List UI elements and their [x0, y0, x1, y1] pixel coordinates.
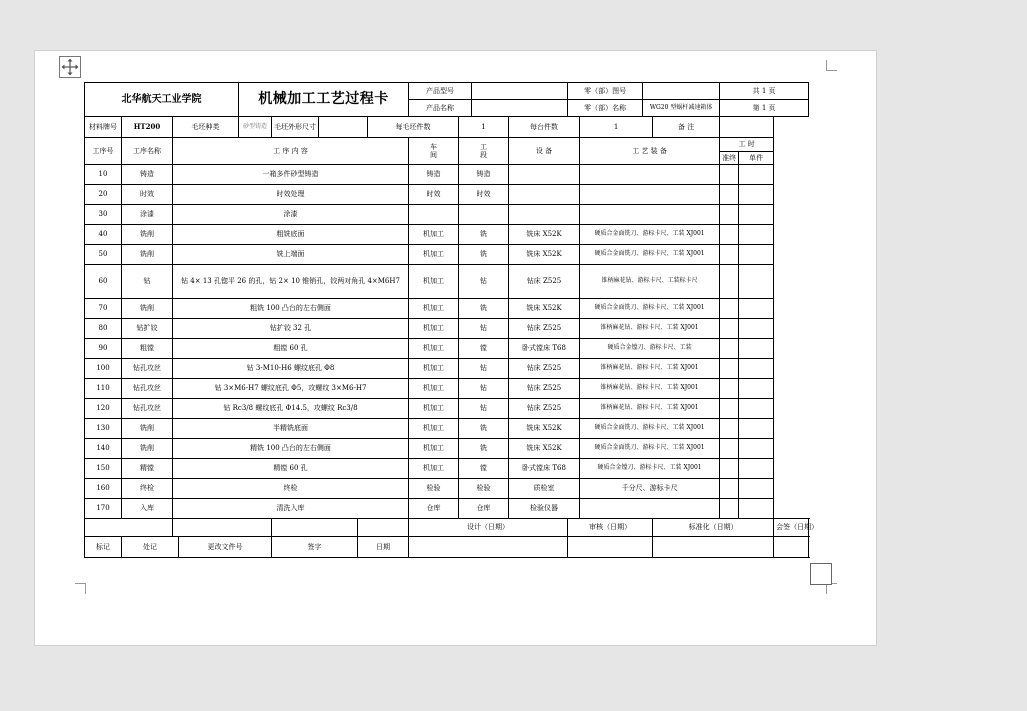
col-op-no: 工序号	[85, 138, 122, 165]
op-no: 150	[85, 459, 122, 479]
op-section: 铣	[459, 245, 509, 265]
op-workshop: 机加工	[409, 399, 459, 419]
op-content: 半精铣底面	[173, 419, 409, 439]
product-name-label: 产品名称	[409, 100, 472, 117]
op-section: 检验	[459, 479, 509, 499]
op-content: 钻 3×M6-H7 螺纹底孔 Φ5，攻螺纹 3×M6-H7	[173, 379, 409, 399]
op-no: 70	[85, 299, 122, 319]
card-title: 机械加工工艺过程卡	[239, 83, 409, 117]
op-unit	[739, 245, 774, 265]
op-unit	[739, 205, 774, 225]
op-equipment: 铣床 X52K	[509, 419, 580, 439]
page-number: 第 1 页	[720, 100, 809, 117]
remarks-label: 备 注	[653, 117, 720, 138]
op-unit	[739, 299, 774, 319]
school-name: 北华航天工业学院	[85, 83, 239, 117]
op-name: 铣削	[122, 245, 173, 265]
op-prep	[720, 359, 739, 379]
op-equipment	[509, 185, 580, 205]
footer-blank[interactable]	[173, 519, 272, 537]
op-name: 钻孔攻丝	[122, 399, 173, 419]
op-name: 钻扩铰	[122, 319, 173, 339]
op-no: 20	[85, 185, 122, 205]
op-content: 粗铣底面	[173, 225, 409, 245]
op-name: 终检	[122, 479, 173, 499]
part-drawing-label: 零（部）图号	[568, 83, 643, 100]
op-name: 铣削	[122, 439, 173, 459]
op-no: 100	[85, 359, 122, 379]
op-section: 铣	[459, 439, 509, 459]
op-workshop: 机加工	[409, 359, 459, 379]
op-workshop: 机加工	[409, 265, 459, 299]
op-tooling: 硬质合金镗刀、游标卡尺、工装 XJ001	[580, 459, 720, 479]
op-prep	[720, 299, 739, 319]
change-doc-label: 更改文件号	[179, 537, 272, 558]
table-row	[85, 479, 809, 499]
table-row	[85, 499, 809, 519]
material-value[interactable]: HT200	[122, 117, 173, 138]
op-tooling: 锥柄麻花钻、游标卡尺、工装 XJ001	[580, 359, 720, 379]
op-section: 钻	[459, 319, 509, 339]
op-content: 涂漆	[173, 205, 409, 225]
table-row	[85, 245, 809, 265]
part-drawing-value[interactable]	[643, 83, 720, 100]
op-workshop: 机加工	[409, 379, 459, 399]
op-equipment: 钻床 Z525	[509, 399, 580, 419]
per-blank-label: 每毛坯件数	[368, 117, 459, 138]
op-equipment: 铣床 X52K	[509, 245, 580, 265]
op-name: 铣削	[122, 299, 173, 319]
table-row	[85, 165, 809, 185]
col-hours: 工 时	[720, 138, 774, 152]
op-workshop: 机加工	[409, 419, 459, 439]
op-workshop: 机加工	[409, 299, 459, 319]
op-workshop: 机加工	[409, 245, 459, 265]
op-equipment: 卧式镗床 T68	[509, 459, 580, 479]
op-name: 铣削	[122, 225, 173, 245]
op-workshop: 时效	[409, 185, 459, 205]
col-section: 工 段	[459, 138, 509, 165]
op-unit	[739, 499, 774, 519]
table-move-handle-icon[interactable]	[59, 56, 81, 78]
op-section: 铣	[459, 299, 509, 319]
op-name: 精镗	[122, 459, 173, 479]
blank-type-value[interactable]: 砂型铸造	[239, 117, 272, 138]
op-content: 粗镗 60 孔	[173, 339, 409, 359]
op-content: 铣上端面	[173, 245, 409, 265]
op-content: 钻 Rc3/8 螺纹底孔 Φ14.5，攻螺纹 Rc3/8	[173, 399, 409, 419]
signature-label: 签字	[272, 537, 358, 558]
op-prep	[720, 439, 739, 459]
part-name-label: 零（部）名称	[568, 100, 643, 117]
countersign-date-field[interactable]	[774, 537, 809, 558]
col-prep: 准终	[720, 152, 739, 165]
op-section: 仓库	[459, 499, 509, 519]
design-label: 设计（日期）	[409, 519, 568, 537]
op-tooling: 硬质合金面铣刀、游标卡尺、工装 XJ001	[580, 225, 720, 245]
per-unit-value[interactable]: 1	[580, 117, 653, 138]
op-prep	[720, 399, 739, 419]
op-prep	[720, 225, 739, 245]
table-row	[85, 299, 809, 319]
table-row	[85, 379, 809, 399]
design-date-field[interactable]	[409, 537, 568, 558]
op-no: 40	[85, 225, 122, 245]
op-equipment: 检验仪器	[509, 499, 580, 519]
op-tooling	[580, 499, 720, 519]
op-no: 80	[85, 319, 122, 339]
per-unit-label: 每台件数	[509, 117, 580, 138]
op-unit	[739, 399, 774, 419]
op-equipment	[509, 165, 580, 185]
op-no: 160	[85, 479, 122, 499]
op-equipment: 卧式镗床 T68	[509, 339, 580, 359]
op-name: 涂漆	[122, 205, 173, 225]
op-tooling: 硬质合金面铣刀、游标卡尺、工装 XJ001	[580, 439, 720, 459]
op-equipment: 铣床 X52K	[509, 225, 580, 245]
op-workshop	[409, 205, 459, 225]
op-tooling: 硬质合金面铣刀、游标卡尺、工装 XJ001	[580, 245, 720, 265]
op-workshop: 机加工	[409, 225, 459, 245]
op-section	[459, 205, 509, 225]
op-tooling: 硬质合金镗刀、游标卡尺、工装	[580, 339, 720, 359]
op-unit	[739, 319, 774, 339]
op-no: 10	[85, 165, 122, 185]
op-equipment: 钻床 Z525	[509, 265, 580, 299]
op-unit	[739, 339, 774, 359]
op-content: 钻 4× 13 孔锪平 26 的孔，钻 2× 10 锥销孔，铰两对角孔 4×M6H7	[173, 265, 409, 299]
op-prep	[720, 499, 739, 519]
op-unit	[739, 379, 774, 399]
op-workshop: 机加工	[409, 339, 459, 359]
col-workshop: 车 间	[409, 138, 459, 165]
op-section: 铣	[459, 419, 509, 439]
op-name: 铣削	[122, 419, 173, 439]
op-prep	[720, 185, 739, 205]
op-tooling	[580, 165, 720, 185]
place-label: 处记	[122, 537, 179, 558]
op-no: 120	[85, 399, 122, 419]
op-section: 铸造	[459, 165, 509, 185]
mark-label: 标记	[85, 537, 122, 558]
op-content: 钻扩铰 32 孔	[173, 319, 409, 339]
op-equipment: 铣床 X52K	[509, 439, 580, 459]
product-model-value[interactable]	[472, 83, 568, 100]
op-name: 钻孔攻丝	[122, 379, 173, 399]
part-name-value[interactable]: WG20 型蜗杆减速箱体	[643, 100, 720, 117]
standard-label: 标准化（日期）	[653, 519, 774, 537]
blank-type-label: 毛坯种类	[173, 117, 239, 138]
product-model-label: 产品型号	[409, 83, 472, 100]
op-prep	[720, 205, 739, 225]
op-content: 粗铣 100 凸台的左右侧面	[173, 299, 409, 319]
op-content: 钻 3-M10-H6 螺纹底孔 Φ8	[173, 359, 409, 379]
table-row	[85, 459, 809, 479]
countersign-label: 会签（日期）	[774, 519, 809, 537]
total-pages: 共 1 页	[720, 83, 809, 100]
op-tooling	[580, 205, 720, 225]
op-content: 清洗入库	[173, 499, 409, 519]
op-name: 入库	[122, 499, 173, 519]
date-label: 日期	[358, 537, 409, 558]
remarks-value[interactable]	[720, 117, 774, 138]
op-tooling: 锥柄麻花钻、游标卡尺、工装 XJ001	[580, 379, 720, 399]
material-label: 材料牌号	[85, 117, 122, 138]
blank-size-value[interactable]	[319, 117, 368, 138]
op-prep	[720, 245, 739, 265]
op-section: 钻	[459, 399, 509, 419]
op-no: 170	[85, 499, 122, 519]
op-prep	[720, 459, 739, 479]
col-tooling: 工 艺 装 备	[580, 138, 720, 165]
op-equipment	[509, 205, 580, 225]
op-no: 60	[85, 265, 122, 299]
op-content: 时效处理	[173, 185, 409, 205]
col-content: 工 序 内 容	[173, 138, 409, 165]
op-content: 精铣 100 凸台的左右侧面	[173, 439, 409, 459]
op-content: 一箱多件砂型铸造	[173, 165, 409, 185]
review-date-field[interactable]	[568, 537, 653, 558]
op-prep	[720, 379, 739, 399]
op-content: 终检	[173, 479, 409, 499]
table-row	[85, 359, 809, 379]
op-equipment: 钻床 Z525	[509, 379, 580, 399]
op-tooling	[580, 185, 720, 205]
op-workshop: 仓库	[409, 499, 459, 519]
op-no: 130	[85, 419, 122, 439]
table-row	[85, 399, 809, 419]
op-section: 镗	[459, 459, 509, 479]
op-tooling: 硬质合金面铣刀、游标卡尺、工装 XJ001	[580, 419, 720, 439]
op-unit	[739, 439, 774, 459]
op-name: 时效	[122, 185, 173, 205]
op-section: 钻	[459, 359, 509, 379]
blank-size-label: 毛坯外形尺寸	[272, 117, 319, 138]
op-workshop: 机加工	[409, 319, 459, 339]
margin-corner-mark	[75, 583, 86, 594]
table-row	[85, 319, 809, 339]
op-workshop: 机加工	[409, 439, 459, 459]
op-workshop: 检验	[409, 479, 459, 499]
op-unit	[739, 225, 774, 245]
footer-blank[interactable]	[358, 519, 409, 537]
op-prep	[720, 265, 739, 299]
col-unit: 单件	[739, 152, 774, 165]
footer-blank[interactable]	[85, 519, 173, 537]
op-prep	[720, 319, 739, 339]
per-blank-value[interactable]: 1	[459, 117, 509, 138]
op-equipment: 钻床 Z525	[509, 359, 580, 379]
op-unit	[739, 459, 774, 479]
standard-date-field[interactable]	[653, 537, 774, 558]
op-workshop: 机加工	[409, 459, 459, 479]
col-equipment: 设 备	[509, 138, 580, 165]
op-tooling: 硬质合金面铣刀、游标卡尺、工装 XJ001	[580, 299, 720, 319]
op-no: 50	[85, 245, 122, 265]
op-workshop: 铸造	[409, 165, 459, 185]
op-no: 90	[85, 339, 122, 359]
footer-blank[interactable]	[272, 519, 358, 537]
op-name: 粗镗	[122, 339, 173, 359]
op-unit	[739, 165, 774, 185]
op-no: 30	[85, 205, 122, 225]
product-name-value[interactable]	[472, 100, 568, 117]
op-unit	[739, 479, 774, 499]
op-prep	[720, 479, 739, 499]
table-row	[85, 265, 809, 299]
op-section: 镗	[459, 339, 509, 359]
op-tooling: 千分尺、游标卡尺	[580, 479, 720, 499]
op-section: 铣	[459, 225, 509, 245]
op-prep	[720, 339, 739, 359]
margin-corner-mark	[826, 60, 837, 71]
table-row	[85, 225, 809, 245]
op-unit	[739, 359, 774, 379]
op-unit	[739, 185, 774, 205]
op-section: 时效	[459, 185, 509, 205]
op-content: 精镗 60 孔	[173, 459, 409, 479]
op-name: 钻	[122, 265, 173, 299]
op-no: 110	[85, 379, 122, 399]
table-row	[85, 439, 809, 459]
op-prep	[720, 165, 739, 185]
op-equipment: 钻床 Z525	[509, 319, 580, 339]
op-tooling: 锥柄麻花钻、游标卡尺、工装标卡尺	[580, 265, 720, 299]
table-row	[85, 205, 809, 225]
op-tooling: 锥柄麻花钻、游标卡尺、工装 XJ001	[580, 399, 720, 419]
op-no: 140	[85, 439, 122, 459]
table-resize-handle-icon[interactable]	[810, 563, 832, 585]
process-card-table	[84, 82, 819, 558]
col-op-name: 工序名称	[122, 138, 173, 165]
op-section: 钻	[459, 265, 509, 299]
op-section: 钻	[459, 379, 509, 399]
op-name: 铸造	[122, 165, 173, 185]
table-row	[85, 185, 809, 205]
op-equipment: 质检室	[509, 479, 580, 499]
op-tooling: 锥柄麻花钻、游标卡尺、工装 XJ001	[580, 319, 720, 339]
op-equipment: 铣床 X52K	[509, 299, 580, 319]
op-unit	[739, 419, 774, 439]
review-label: 审核（日期）	[568, 519, 653, 537]
op-name: 钻孔攻丝	[122, 359, 173, 379]
table-row	[85, 339, 809, 359]
table-row	[85, 419, 809, 439]
op-prep	[720, 419, 739, 439]
op-unit	[739, 265, 774, 299]
